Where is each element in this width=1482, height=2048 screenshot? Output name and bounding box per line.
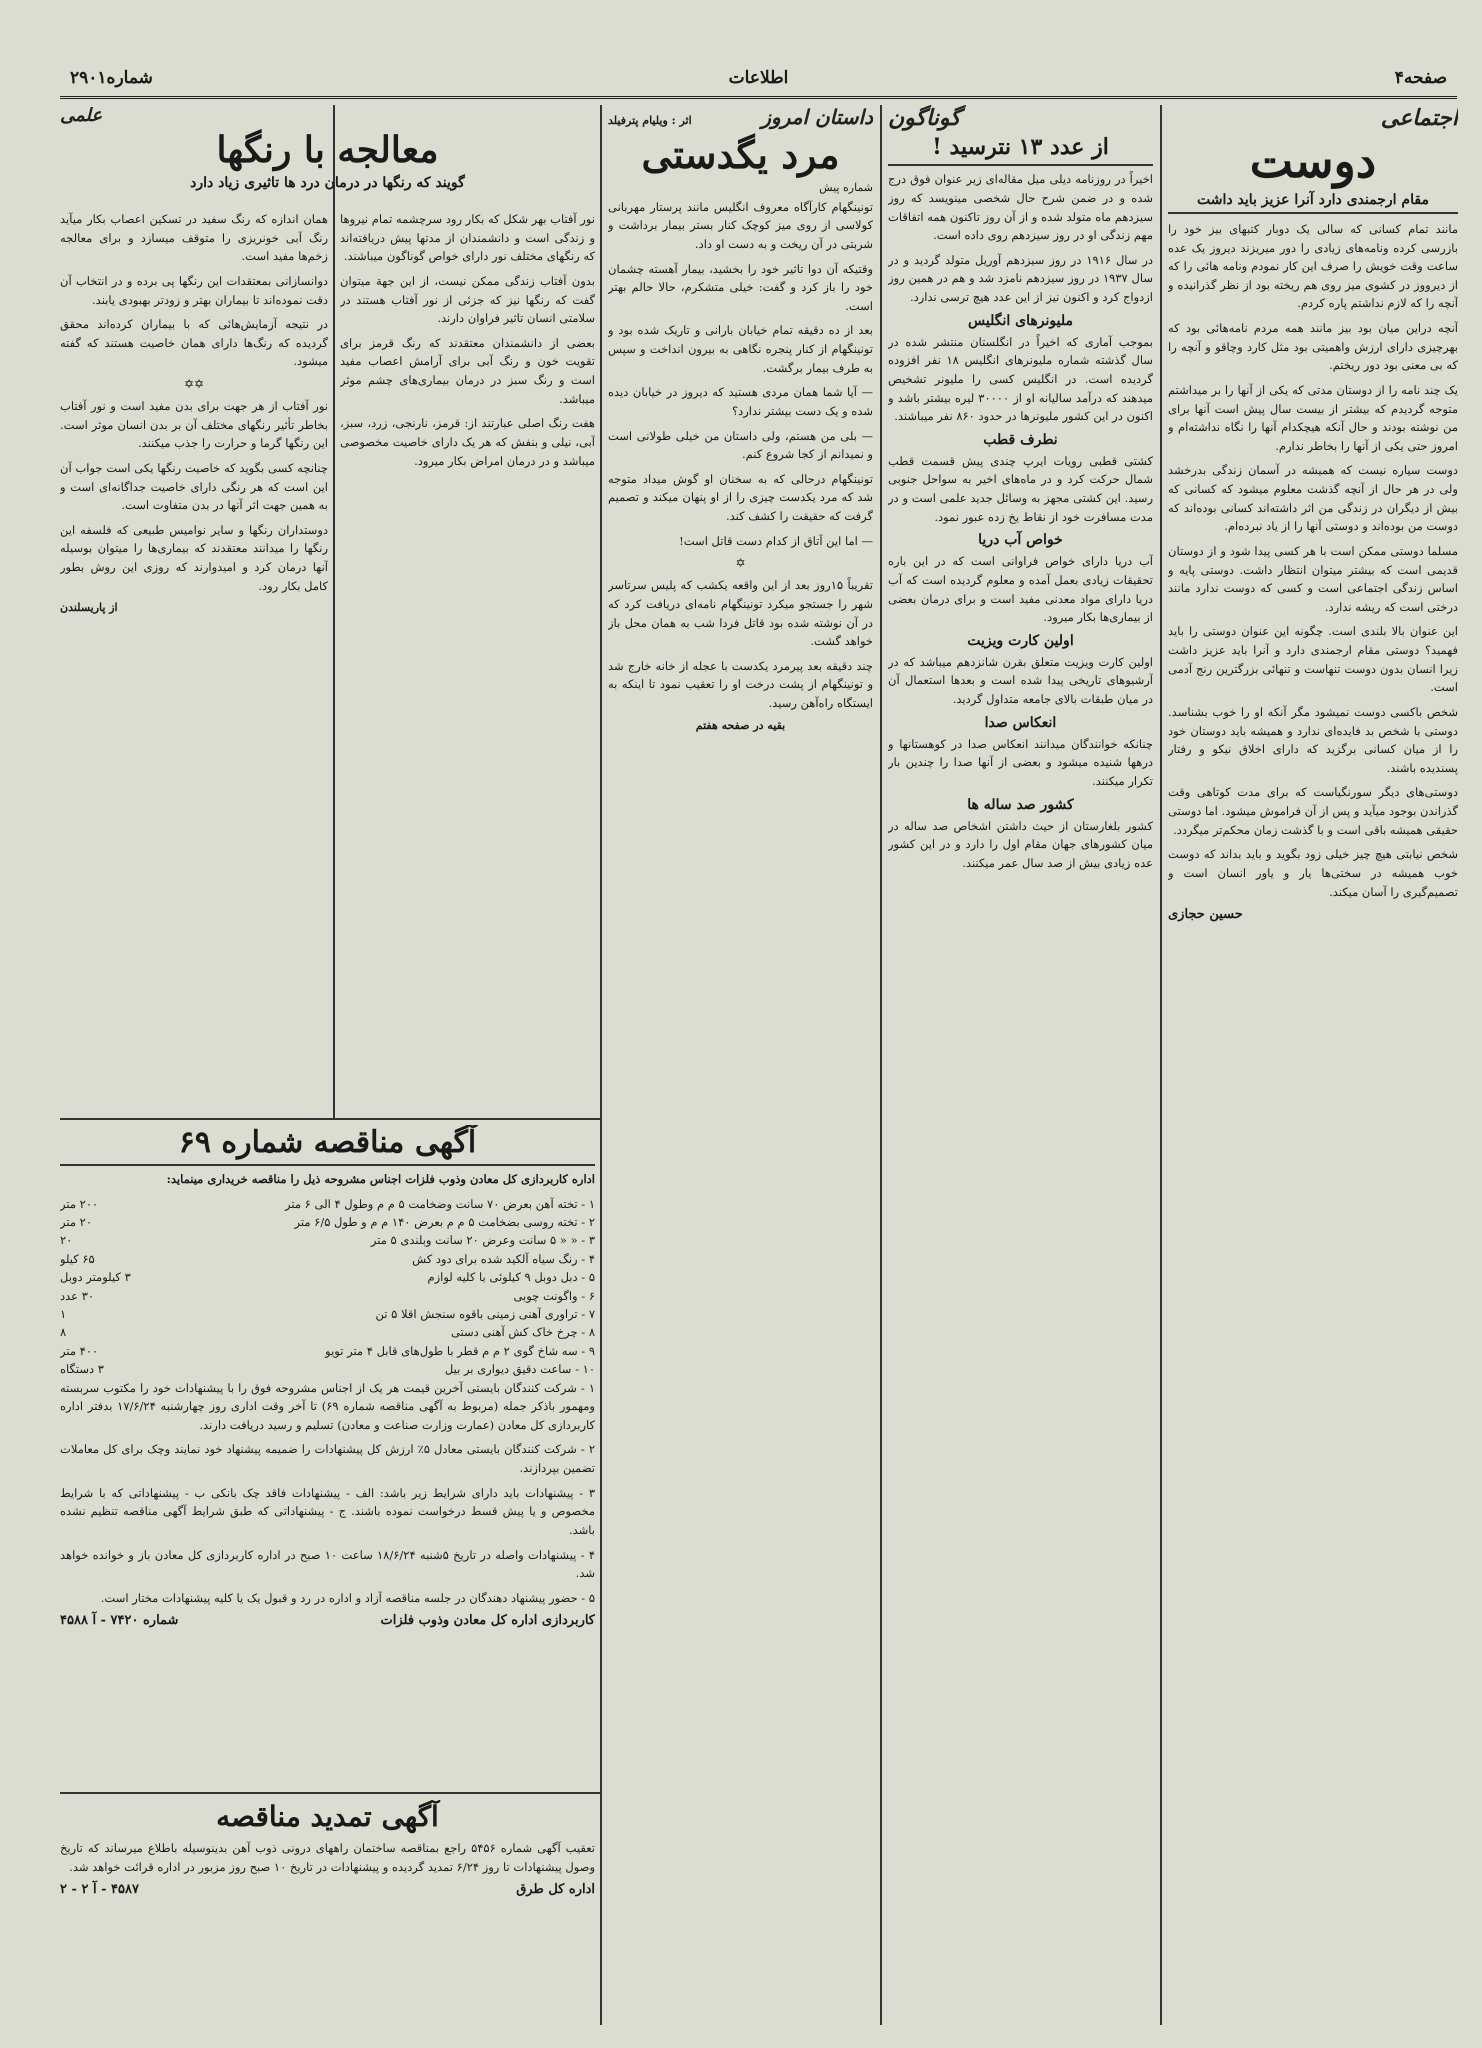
continued-note: بقیه در صفحه هفتم — [695, 718, 786, 732]
paragraph: همان اندازه که رنگ سفید در تسکین اعصاب بکار میآید رنگ آبی خونریزی را متوقف میسازد و برای معالجه زخم‌ها مفید است. — [60, 212, 328, 264]
paragraph: اخیراً در روزنامه دیلی میل مقاله‌ای زیر عنوان فوق درج شده و در ضمن شرح حال شخصی مینویسد که روز سیزدهم ماه متولد شده و از آن روز تاکنون همه اتفاقات مهم زندگی او در روز سیزدهم روی داده است. — [888, 172, 1153, 243]
ad-item-qty: ۶۵ کیلو — [60, 1251, 95, 1266]
ad-items — [60, 1195, 595, 1379]
paragraph: بموجب آماری که اخیراً در انگلستان منتشر شده در سال گذشته شماره ملیونرهای انگلیس ۱۸ نفر افزوده گردیده است. در انگلیس کسی را ملیونر تشخیص میدهند که درآمد سالیانه او از ۳۰۰۰۰ لیره بیشتر باشد و اکنون در این کشور ملیونرها در حدود ۸۶۰ نفر میباشند. — [888, 334, 1153, 424]
ad-item-text: ۴ - رنگ سیاه آلکید شده برای دود کش — [412, 1251, 595, 1266]
credit: از پاریسلندن — [60, 601, 118, 615]
paragraph: مانند تمام کسانی که سالی یک دوبار کتبهای بیز خود را بازرسی کرده ونامه‌های زیادی را دور میریزند دیروز یک عده ساعت وقت خویش را صرف این کار نمودم ونامه هائی را که از دیرووز در کشوی میز روی هم ریخته بود از نظر گذرانیده و آنچه را که لازم نداشتم پاره کردم. — [1168, 221, 1458, 311]
column-divider — [600, 105, 602, 2025]
ad-footer — [60, 1882, 595, 1897]
ad-condition: ۵ - حضور پیشنهاد دهندگان در جلسه مناقصه آزاد و اداره در رد و قبول یک یا کلیه پیشنهادات مختار است. — [100, 1590, 595, 1605]
paragraph: آب دریا دارای خواص فراوانی است که در این باره تحقیقات زیادی بعمل آمده و معلوم گردیده است که آب دریا دارای مواد معدنی مفید است و برای درمان بعضی از بیماری‌ها بکار میرود. — [888, 554, 1153, 625]
ad-ref: ۴۵۸۷ - آ ۲ - ۲ — [60, 1882, 139, 1898]
story-author: اثر : ویلیام پترفیلد — [608, 114, 692, 127]
ad-item-row — [60, 1195, 595, 1213]
ad-sign: کاربردازی اداره کل معادن وذوب فلزات — [380, 1613, 595, 1629]
ad-text: تعقیب آگهی شماره ۵۴۵۶ راجع بمناقصه ساختمان راههای درونی ذوب آهن بدینوسیله باطلاع میرساند که تاریخ وصول پیشنهادات تا روز ۶/۲۴ تمدید گردیده و پیشنهادات در تاریخ ۱۰ صبح روز مزبور در اداره قرائت خواهد شد. — [60, 1841, 595, 1874]
subheading: نطرف قطب — [983, 431, 1058, 448]
section-label: داستان امروز — [761, 105, 873, 129]
article-title: دوست — [1249, 134, 1377, 188]
ad-item-qty: ۳ کیلومتر دوبل — [60, 1270, 131, 1285]
ad-condition: ۳ - پیشنهادات باید دارای شرایط زیر باشد: الف - پیشنهادات فاقد چک بانکی ب - پیشنهاداتی که با شرایط مخصوص و یا پیش قسط درخواست نموده باشند. ج - پیشنهاداتی که طبق شرایط آگهی مناقصه تنظیم نشده باشد. — [60, 1485, 595, 1537]
paragraph: چند دقیقه بعد پیرمرد یکدست با عجله از خانه خارج شد و تونینگهام از پشت درخت او را تعقیب نمود تا اینکه به ایستگاه راه‌آهن رسید. — [608, 658, 873, 711]
paragraph: دوست سیاره نیست که همیشه در آسمان زندگی بدرخشد ولی در هر حال از آنچه گذشت معلوم میشود که کسانی که بیش از دیگران در زندگی من اثر داشته‌اند کسانی بوده‌اند که دوست من بوده‌اند و دوستی آنها را از یاد نبرده‌ام. — [1168, 463, 1458, 534]
paragraph: تونینگهام درحالی که به سخنان او گوش میداد متوجه شد که مرد یکدست چیزی را از او پنهان میکند و تصمیم گرفت که حقیقت را کشف کند. — [608, 471, 873, 524]
ad-item-text: ۶ - واگونت چوبی — [513, 1288, 595, 1303]
paragraph: — اما این آتاق از کدام دست قاتل است! — [679, 533, 873, 548]
story-intro: شماره پیش — [819, 180, 873, 194]
article-subtitle: گویند که رنگها در درمان درد ها تاثیری زیاد دارد — [190, 175, 465, 192]
ad-ref: شماره ۷۴۲۰ - آ ۴۵۸۸ — [60, 1613, 179, 1629]
page-header — [60, 66, 1457, 99]
ad-item-text: ۱۰ - ساعت دقیق دیواری بر بیل — [444, 1362, 595, 1377]
paragraph: تونینگهام کارآگاه معروف انگلیس مانند پرستار مهربانی کولاسی از روی میز کوچک کنار بستر بیمار برداشت و شربتی در آن ریخت و به دست او داد. — [608, 199, 873, 251]
ad-condition: ۲ - شرکت کنندگان بایستی معادل ۵٪ ارزش کل پیشنهادات را ضمیمه پیشنهاد خود نمایند وچک برای کل معاملات تضمین بپردازند. — [60, 1442, 595, 1476]
paragraph: دوستی‌های دیگر سورنگیاست که برای مدت کوتاهی وقت گذراندن بوجود میآید و پس از آن فراموش میشود. اما دوستی حقیقی همیشه باقی است و با گذشت زمان محکم‌تر میگردد. — [1168, 785, 1458, 837]
paragraph: چنانکه خوانندگان میدانند انعکاس صدا در کوهستانها و درهها شنیده میشود و بعضی از آنها صدا را چندین بار تکرار میکنند. — [888, 736, 1153, 788]
ad-item-row — [60, 1287, 595, 1305]
author-signature: حسین حجازی — [1168, 907, 1243, 923]
subheading: کشور صد ساله ها — [967, 796, 1074, 813]
section-divider — [60, 1792, 600, 1794]
subheading: انعکاس صدا — [984, 714, 1057, 731]
science-header — [60, 105, 595, 200]
ad-item-row — [60, 1268, 595, 1286]
column-divider — [880, 105, 882, 2025]
ad-item-text: ۲ - تخته روسی بضخامت ۵ م م بعرض ۱۴۰ م م و طول ۶/۵ متر — [294, 1215, 595, 1230]
tender-ad — [60, 1125, 595, 1785]
issue-number: شماره۲۹۰۱ — [70, 68, 153, 88]
ad-condition: ۴ - پیشنهادات واصله در تاریخ ۵شنبه ۱۸/۶/۲۴ ساعت ۱۰ صبح در اداره کاربردازی کل معادن باز و خوانده خواهد شد. — [60, 1547, 595, 1581]
ad-item-text: ۱ - تخته آهن بعرض ۷۰ سانت وضخامت ۵ م م وطول ۴ الی ۶ متر — [285, 1196, 595, 1211]
ad-item-row — [60, 1305, 595, 1323]
section-label: اجتماعی — [1380, 105, 1458, 131]
paragraph: دوانسازانی بمعتقدات این رنگها پی برده و در انتخاب آن دقت نموده‌اند تا بیماران بهتر و زودتر بهبودی یابند. — [60, 273, 328, 307]
article-title: مرد یگدستی — [641, 132, 840, 177]
column-divider — [333, 105, 335, 1120]
ad-condition: ۱ - شرکت کنندگان بایستی آخرین قیمت هر یک از اجناس مشروحه فوق را با پیشنهادات خود را مکتوب سربسته ومهمور باذکر جمله (مربوط به آگهی مناقصه شماره ۶۹) تا آخر وقت اداری روز چهارشنبه ۱۷/۶/۲۴ بدفتر اداره کاربردازی کل معادن (عمارت وزارت صناعت و معادن) تسلیم و رسید دریافت دارند. — [60, 1380, 595, 1432]
section-divider — [60, 1118, 600, 1120]
ad-title: آگهی تمدید مناقصه — [216, 1800, 439, 1833]
ad-item-qty: ۲۰ — [60, 1233, 73, 1248]
ad-item-row — [60, 1342, 595, 1360]
article-miscellany — [888, 105, 1153, 2035]
article-title: از عدد ۱۳ نترسید ! — [888, 135, 1153, 166]
paragraph: بعد از ده دقیقه تمام خیابان بارانی و تاریک شده بود و تونینگهام از کنار پنجره نگاهی به بیرون انداخت و سپس به طرف بیمار برگشت. — [608, 323, 873, 375]
article-story — [608, 105, 873, 2035]
subheading: خواص آب دریا — [978, 532, 1063, 549]
ad-intro: اداره کاربردازی کل معادن وذوب فلزات اجناس مشروحه ذیل را مناقصه خریداری مینماید: — [166, 1172, 595, 1186]
ad-item-row — [60, 1323, 595, 1341]
ad-item-text: ۸ - چرخ خاک کش آهنی دستی — [450, 1325, 595, 1340]
paragraph: شخص نیابتی هیچ چیز خیلی زود بگوید و باید بداند که دوست خوب همیشه در سختی‌ها یار و یاور انسان است و تصمیم‌گیری را آسان میکند. — [1168, 847, 1458, 899]
ad-item-qty: ۲۰ متر — [60, 1215, 92, 1230]
ad-item-qty: ۳ دستگاه — [60, 1362, 104, 1377]
paragraph: چنانچه کسی بگوید که خاصیت رنگها یکی است جواب آن این است که هر رنگی دارای خاصیت جداگانه‌ای است و به همین جهت اثر آنها در بدن متفاوت است. — [60, 460, 328, 513]
ad-item-text: ۹ - سه شاخ گوی ۲ م م قطر با طول‌های قابل ۴ متر تویو — [325, 1343, 595, 1358]
ad-item-qty: ۴۰۰ متر — [60, 1343, 99, 1358]
separator-stars: ✡✡ — [183, 377, 205, 391]
section-label: گوناگون — [888, 105, 961, 131]
paragraph: اولین کارت ویزیت متعلق بقرن شانزدهم میباشد که در آرشیوهای تاریخی پیدا شده است و بعدها استعمال آن در میان طبقات بالای جامعه متداول گردید. — [888, 654, 1153, 707]
paragraph: آنچه دراین میان بود بیز مانند همه مردم نامه‌هائی بود که بهرچیزی دارای ارزش واهمیتی بود مثل کارد وچاقو و آنچه را که بی معنی بود دور ریختم. — [1168, 321, 1458, 373]
column-divider — [1160, 105, 1162, 2025]
paragraph: — بلی من هستم، ولی داستان من خیلی طولانی است و نمیدانم از کجا شروع کنم. — [608, 428, 873, 462]
paragraph: — آیا شما همان مردی هستید که دیروز در خیابان دیده شده و یک دست بیشتر ندارد؟ — [608, 385, 873, 418]
page-number: صفحه۴ — [1394, 68, 1447, 88]
paragraph: کشور بلغارستان از حیث داشتن اشخاص صد ساله در میان کشورهای جهان مقام اول را دارد و در این کشور عده زیادی بیش از صد سال عمر میکنند. — [888, 818, 1153, 870]
ad-item-qty: ۲۰۰ متر — [60, 1196, 99, 1211]
paragraph: تقریباً ۱۵روز بعد از این واقعه یکشب که پلیس سرتاسر شهر را جستجو میکرد تونینگهام نامه‌ای دریافت کرد که در آن نوشته شده بود قاتل فردا شب به همان محل باز خواهد گشت. — [608, 578, 873, 649]
ad-title: آگهی مناقصه شماره ۶۹ — [60, 1125, 595, 1166]
article-friend — [1168, 105, 1458, 2035]
paragraph: در نتیجه آزمایش‌هائی که با بیماران کرده‌اند محقق گردیده که رنگ‌ها دارای همان خاصیت هستند که گفته میشود. — [60, 317, 328, 369]
ad-item-qty: ۸ — [60, 1325, 67, 1340]
paragraph: دوستداران رنگها و سایر نوامیس طبیعی که فلسفه این رنگها را میدانند معتقدند که بیماری‌ها را میتوان بوسیله آنها درمان کرد و امیدوارند که روزی این روش بطور کامل بکار رود. — [60, 522, 328, 593]
ad-item-row — [60, 1250, 595, 1268]
ad-sign: اداره کل طرق — [516, 1882, 595, 1898]
subheading: ملیونرهای انگلیس — [968, 312, 1073, 329]
article-subtitle: مقام ارجمندی دارد آنرا عزیز باید داشت — [1168, 192, 1458, 214]
ad-item-row — [60, 1231, 595, 1249]
paragraph: این عنوان بالا بلندی است. چگونه این عنوان دوستی را باید فهمید؟ دوستی مقام ارجمندی دارد و آنرا باید عزیز داشت زیرا انسان بدون دوست تنهاست و تنهائی بزرگترین رنج آدمی است. — [1168, 624, 1458, 695]
paragraph: کشتی قطبی رویات ایرپ چندی پیش قسمت قطب شمال حرکت کرد و در ماه‌های اخیر به سواحل جنوبی رسید. این کشتی مجهز به وسائل جدید علمی است و در مدت مسافرت خود از نقاط یخ زده عبور نمود. — [888, 453, 1153, 524]
ad-item-text: ۵ - دبل دوبل ۹ کیلوئی با کلیه لوازم — [427, 1270, 595, 1285]
section-label: علمی — [60, 105, 103, 126]
science-column-a — [340, 210, 595, 1110]
subheading: اولین کارت ویزیت — [967, 632, 1074, 649]
paragraph: یک چند نامه را از دوستان مدتی که یکی از آنها را بر میداشتم متوجه گردیدم که بیشتر از بیست سال پیش است آنها برای من نوشته بودند و حال آنکه هیچکدام آنها را نگاه نداشته‌ام و امروز حتی یکی از آنها را بخاطر ندارم. — [1168, 382, 1458, 453]
tender-extension-ad — [60, 1800, 595, 1980]
ad-item-row — [60, 1360, 595, 1378]
paragraph: در سال ۱۹۱۶ در روز سیزدهم آوریل متولد گردید و در سال ۱۹۳۷ در روز سیزدهم نامزد شد و هم در همین روز ازدواج کرد و اکنون نیز از این عدد هیچ ترسی ندارد. — [888, 252, 1153, 305]
ad-item-text: ۷ - تراوری آهنی زمینی باقوه سنجش اقلا ۵ تن — [375, 1306, 595, 1321]
story-header — [608, 105, 873, 129]
ad-item-qty: ۱ — [60, 1306, 67, 1321]
ad-item-qty: ۳۰ عدد — [60, 1288, 95, 1303]
paragraph: بدون آفتاب زندگی ممکن نیست، از این جهة میتوان گفت که رنگها نیز که جزئی از نور آفتاب هستند در سلامتی انسان تاثیر فراوان دارند. — [340, 273, 595, 326]
paragraph: نور آفتاب از هر جهت برای بدن مفید است و نور آفتاب بخاطر تأثیر رنگهای مختلف آن بر بدن انسان موثر است. این رنگها گرما و حرارت را جذب میکنند. — [60, 399, 328, 451]
paragraph: هفت رنگ اصلی عبارتند از: قرمز، نارنجی، زرد، سبز، آبی، نیلی و بنفش که هر یک دارای خاصیت مخصوصی میباشد و در درمان امراض بکار میرود. — [340, 416, 595, 468]
newspaper-name: اطلاعات — [728, 68, 789, 88]
paragraph: شخص باکسی دوست نمیشود مگر آنکه او را خوب بشناسد. دوستی با شخص بد فایده‌ای ندارد و همیشه باید دوستان خود را از میان کسانی برگزید که دارای اخلاق نیکو و رفتار پسندیده باشند. — [1168, 704, 1458, 775]
article-title: معالجه با رنگها — [216, 129, 439, 171]
ad-item-row — [60, 1213, 595, 1231]
paragraph: مسلما دوستی ممکن است با هر کسی پیدا شود و از دوستان قدیمی است که بیشتر میتوان انتظار داشت. دوستی پایه و اساس زندگی اجتماعی است و کسی که دوست ندارد مانند درختی است که ریشه ندارد. — [1168, 543, 1458, 614]
paragraph: بعضی از دانشمندان معتقدند که رنگ قرمز برای تقویت خون و رنگ آبی برای آرامش اعصاب مفید است و رنگ سبز در درمان بیماری‌های چشم موثر میباشد. — [340, 335, 595, 406]
paragraph: وقتیکه آن دوا تاثیر خود را بخشید، بیمار آهسته چشمان خود را باز کرد و گفت: خیلی متشکرم، حالا حالم بهتر است. — [608, 261, 873, 313]
science-column-b — [60, 210, 328, 1110]
separator-stars: ✡ — [735, 556, 746, 571]
ad-item-text: ۳ - « « ۵ سانت وعرض ۲۰ سانت وبلندی ۵ متر — [370, 1233, 595, 1248]
ad-footer — [60, 1613, 595, 1628]
paragraph: نور آفتاب بهر شکل که بکار رود سرچشمه تمام نیروها و زندگی است و دانشمندان از مدتها پیش دریافته‌اند که رنگهای مختلف نور دارای خواص گوناگون میباشند. — [340, 212, 595, 264]
